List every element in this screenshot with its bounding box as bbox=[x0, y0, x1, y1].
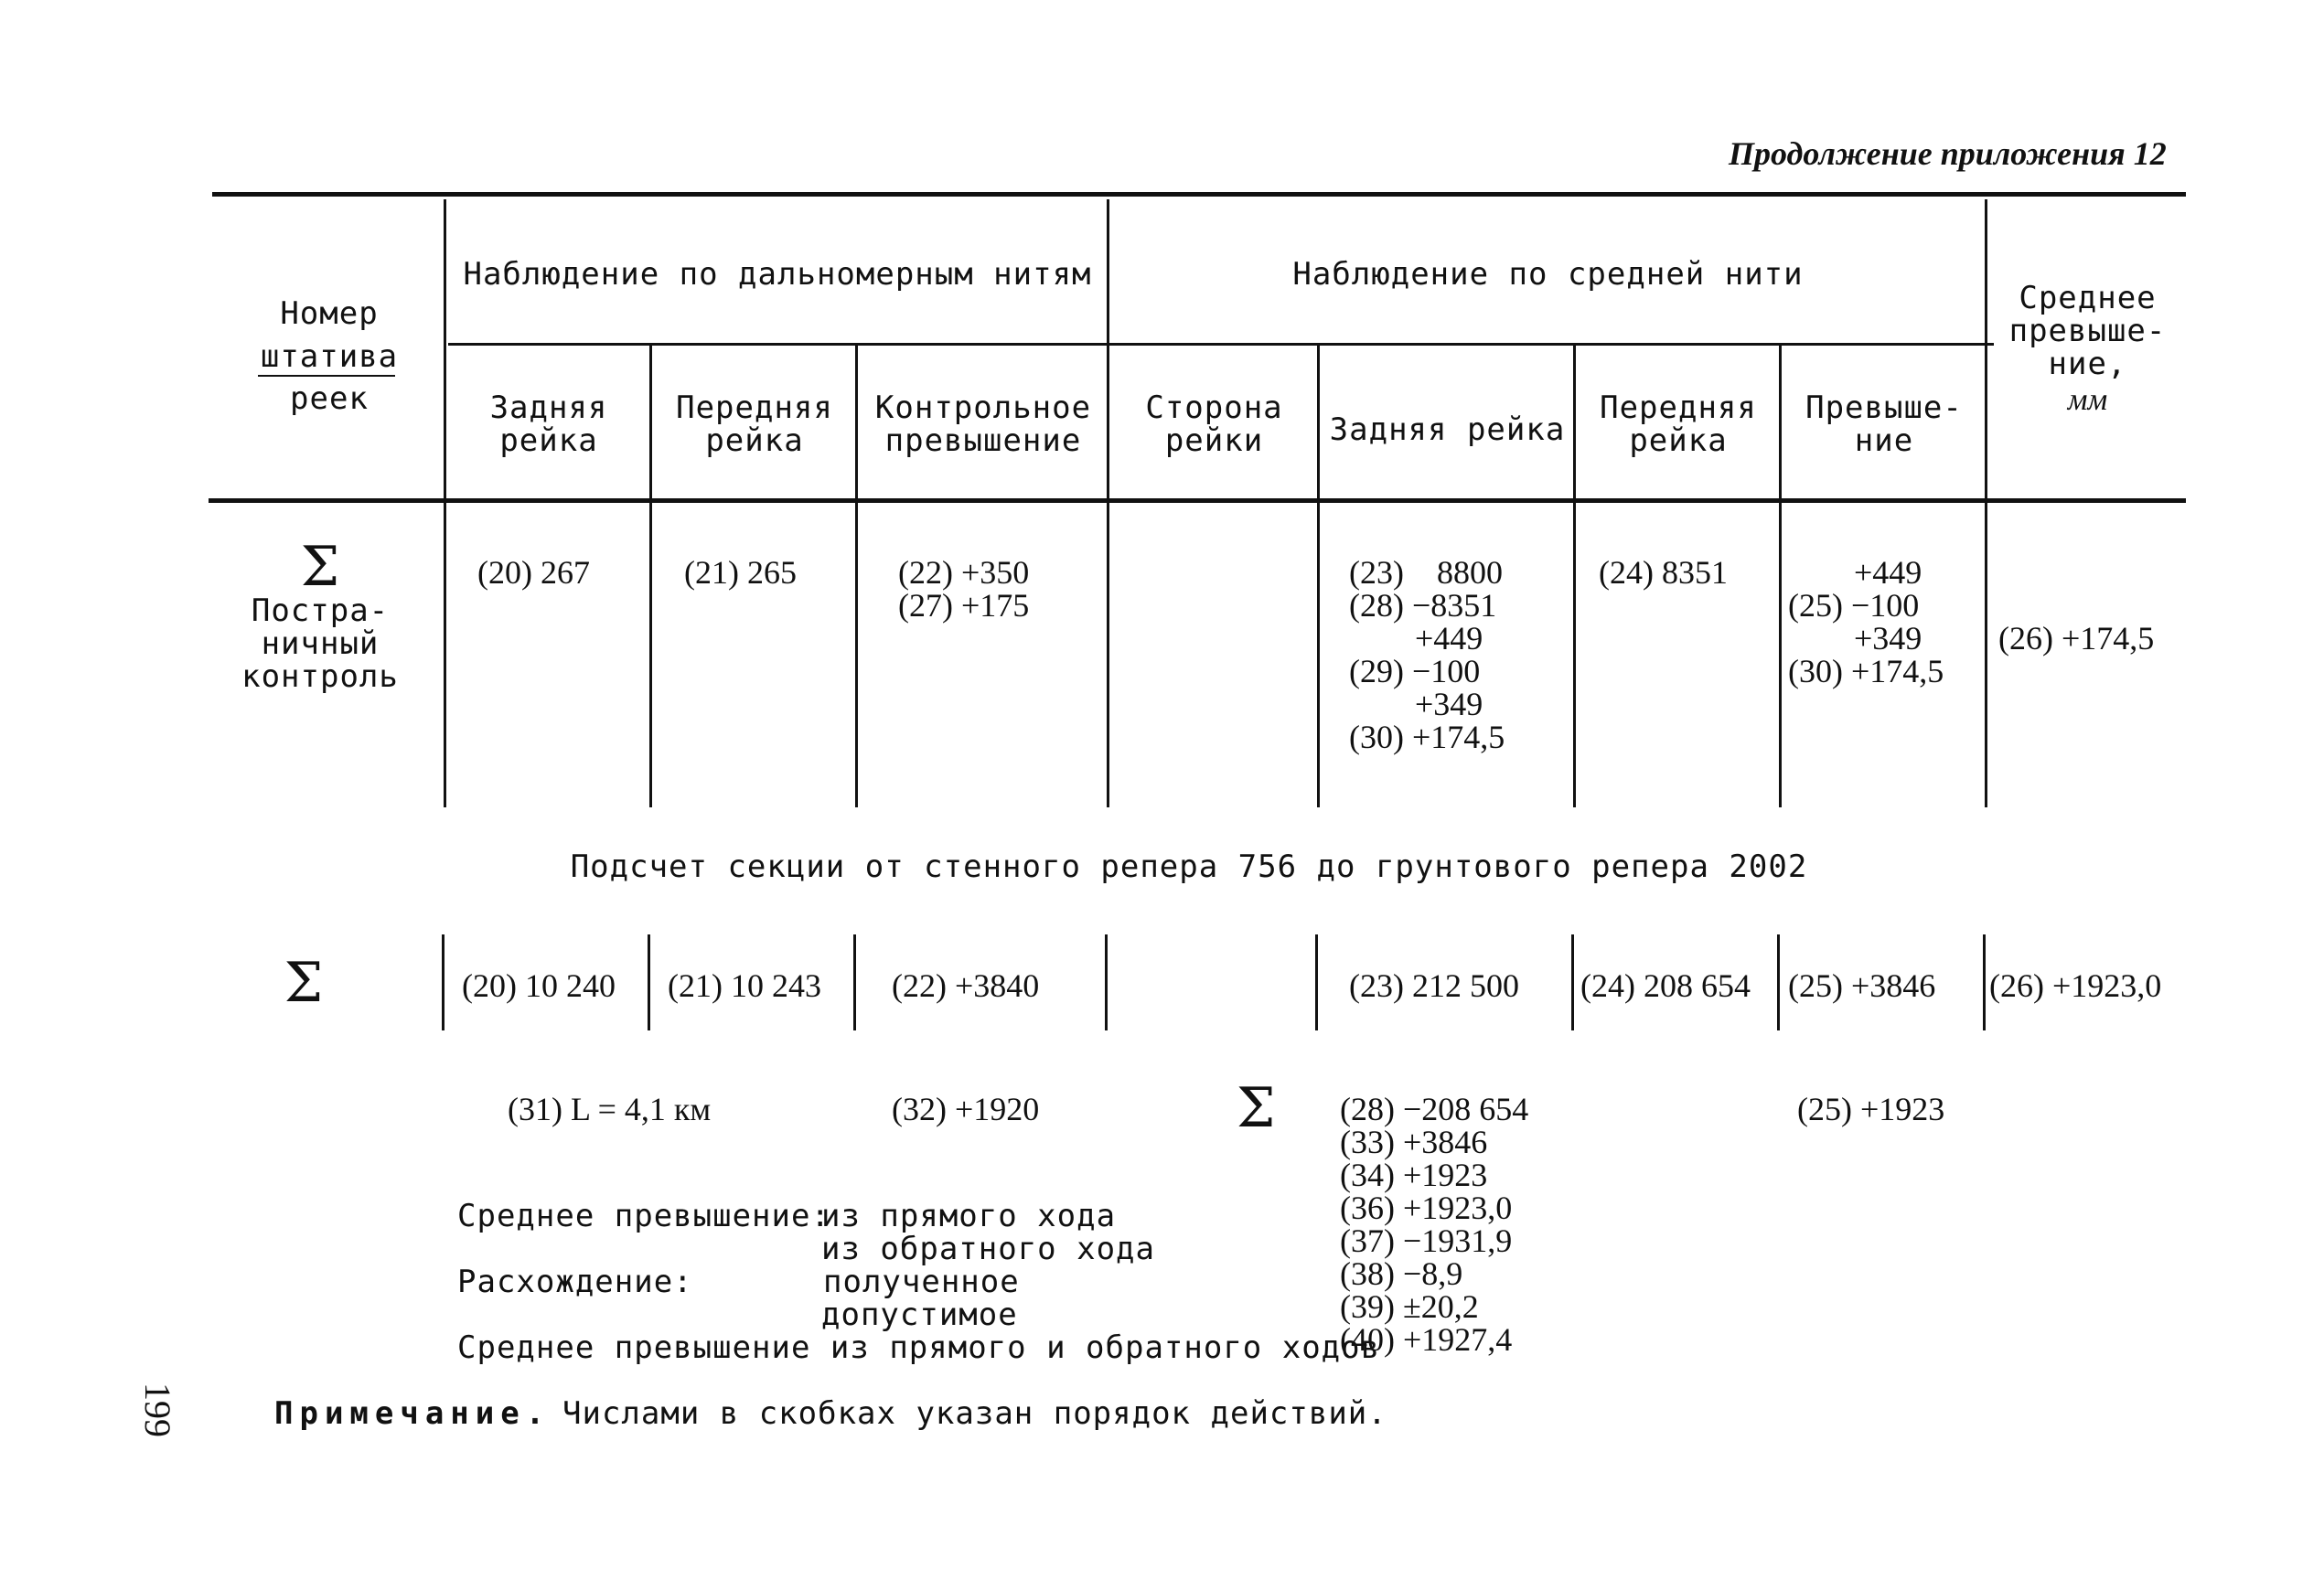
col-divider bbox=[1107, 199, 1109, 807]
col-divider bbox=[855, 346, 858, 807]
note-text: Числами в скобках указан порядок действий. bbox=[562, 1395, 1387, 1432]
header-back-rod-middle: Задняя рейка bbox=[1329, 411, 1566, 448]
page-control-excess: +449 (25) −100 +349 (30) +174,5 bbox=[1788, 554, 1944, 689]
sum-front-stadia: (21) 10 243 bbox=[668, 967, 821, 1004]
summary-obtained: полученное bbox=[823, 1264, 1020, 1300]
page-number: 199 bbox=[137, 1382, 178, 1437]
sum-col-divider bbox=[1105, 934, 1108, 1030]
header-control-excess: Контрольное превышение bbox=[874, 390, 1092, 459]
sigma-symbol: Σ bbox=[1237, 1076, 1276, 1140]
header-front-rod-middle: Передняя рейка bbox=[1600, 390, 1757, 459]
section-title: Подсчет секции от стенного репера 756 до грунтового репера 2002 bbox=[570, 849, 1808, 885]
sum-excess: (25) +3846 bbox=[1788, 967, 1936, 1004]
note-label: Примечание. bbox=[274, 1395, 552, 1432]
sum-col-divider bbox=[442, 934, 444, 1030]
page-control-back-middle: (23) 8800 (28) −8351 +449 (29) −100 +349 (30) +174,5 bbox=[1349, 554, 1505, 755]
header-rod-side: Сторона рейки bbox=[1145, 390, 1283, 459]
header-station-tripod: штатива bbox=[260, 338, 399, 375]
sum-col-divider bbox=[853, 934, 856, 1030]
header-group-stadia: Наблюдение по дальномерным нитям bbox=[463, 256, 1092, 293]
sum-back-middle: (23) 212 500 bbox=[1349, 967, 1519, 1004]
summary-allowed: допустимое bbox=[821, 1297, 1018, 1333]
summary-avg-both: Среднее превышение из прямого и обратного ходов bbox=[457, 1329, 1381, 1366]
summary-avg-label: Среднее превышение: bbox=[457, 1198, 830, 1234]
calc-half-excess: (25) +1923 bbox=[1797, 1091, 1945, 1127]
col-divider bbox=[1779, 346, 1782, 807]
sum-col-divider bbox=[648, 934, 650, 1030]
sum-col-divider bbox=[1571, 934, 1574, 1030]
page-control-front-stadia: (21) 265 bbox=[684, 554, 797, 591]
page-control-control: (22) +350 (27) +175 bbox=[898, 554, 1030, 624]
col-divider bbox=[1985, 199, 1987, 807]
summary-diff-label: Расхождение: bbox=[457, 1264, 693, 1300]
col-divider bbox=[1573, 346, 1576, 807]
sum-col-divider bbox=[1777, 934, 1780, 1030]
station-fraction-line bbox=[258, 375, 395, 377]
calc-half-control: (32) +1920 bbox=[892, 1091, 1040, 1127]
col-divider bbox=[649, 346, 652, 807]
page-control-back-stadia: (20) 267 bbox=[477, 554, 590, 591]
sum-col-divider bbox=[1315, 934, 1318, 1030]
col-divider bbox=[444, 199, 446, 807]
header-station-rods: реек bbox=[290, 380, 369, 417]
appendix-title: Продолжение приложения 12 bbox=[1729, 135, 2167, 172]
table-top-rule bbox=[212, 192, 2186, 197]
header-bottom-rule bbox=[209, 498, 2186, 503]
sum-control: (22) +3840 bbox=[892, 967, 1040, 1004]
summary-direct: из прямого хода bbox=[821, 1198, 1117, 1234]
header-group-middle: Наблюдение по средней нити bbox=[1292, 256, 1804, 293]
page-control-label: Постра- ничный контроль bbox=[241, 592, 399, 695]
sum-front-middle: (24) 208 654 bbox=[1580, 967, 1751, 1004]
sum-back-stadia: (20) 10 240 bbox=[462, 967, 616, 1004]
calc-values: (28) −208 654 (33) +3846 (34) +1923 (36) +1923,0 (37) −1931,9 (38) −8,9 (39) ±20,2 (40) +1927,4 bbox=[1340, 1091, 1529, 1358]
header-avg-excess: Среднее превыше- ние, bbox=[2008, 280, 2167, 382]
header-front-rod-stadia: Передняя рейка bbox=[676, 390, 833, 459]
header-excess: Превыше- ние bbox=[1805, 390, 1963, 459]
group-divider-rule bbox=[448, 343, 1994, 346]
header-station-number: Номер bbox=[280, 295, 379, 332]
page-control-front-middle: (24) 8351 bbox=[1599, 554, 1728, 591]
header-back-rod-stadia: Задняя рейка bbox=[489, 390, 608, 459]
summary-reverse: из обратного хода bbox=[821, 1231, 1155, 1267]
sum-avg: (26) +1923,0 bbox=[1989, 967, 2162, 1004]
calc-length: (31) L = 4,1 км bbox=[508, 1091, 712, 1127]
sigma-symbol: Σ bbox=[284, 951, 324, 1015]
sum-col-divider bbox=[1983, 934, 1986, 1030]
sigma-symbol: Σ bbox=[300, 535, 340, 599]
page-control-avg: (26) +174,5 bbox=[1998, 620, 2155, 656]
header-avg-unit: мм bbox=[2067, 383, 2108, 417]
col-divider bbox=[1317, 346, 1320, 807]
